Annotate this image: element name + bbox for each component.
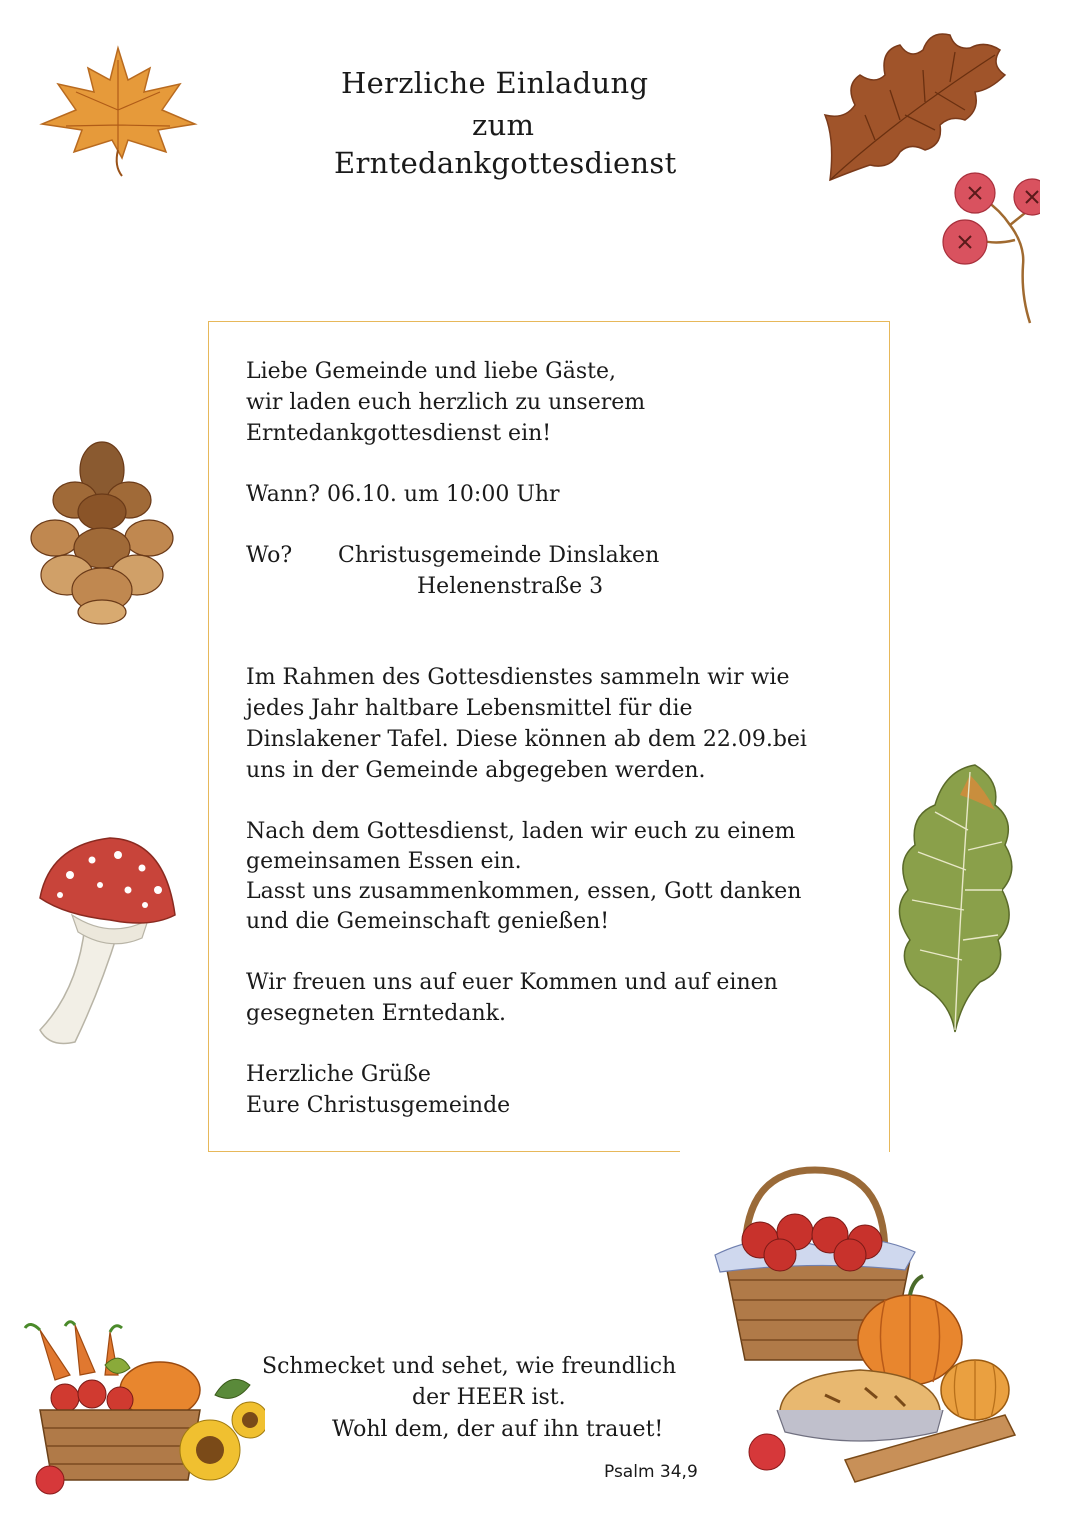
regards-line-1: Herzliche Grüße	[246, 1062, 431, 1087]
greeting-line-3: Erntedankgottesdienst ein!	[246, 421, 552, 446]
verse-line-2: der HEER ist.	[412, 1385, 566, 1410]
closing-line-2: gesegneten Erntedank.	[246, 1001, 507, 1026]
closing-line-1: Wir freuen uns auf euer Kommen und auf einen	[246, 970, 778, 995]
event-where-label: Wo?	[246, 543, 293, 568]
title-line-3: Erntedankgottesdienst	[334, 146, 677, 180]
psalm-reference: Psalm 34,9	[604, 1462, 698, 1482]
pine-cone-illustration	[25, 430, 180, 625]
maple-leaf-illustration	[30, 40, 205, 180]
greeting-line-1: Liebe Gemeinde und liebe Gäste,	[246, 359, 616, 384]
vegetable-basket-illustration	[10, 1320, 265, 1500]
event-when: Wann? 06.10. um 10:00 Uhr	[246, 482, 560, 507]
meal-line-3: Lasst uns zusammenkommen, essen, Gott danken	[246, 879, 802, 904]
mushroom-illustration	[30, 820, 180, 1050]
title-line-1: Herzliche Einladung	[341, 66, 649, 100]
event-where-street: Helenenstraße 3	[417, 574, 604, 599]
collect-line-2: jedes Jahr haltbare Lebensmittel für die	[246, 696, 693, 721]
verse-line-1: Schmecket und sehet, wie freundlich	[262, 1354, 677, 1379]
collect-line-3: Dinslakener Tafel. Diese können ab dem 22.09.bei	[246, 727, 807, 752]
meal-line-4: und die Gemeinschaft genießen!	[246, 909, 610, 934]
meal-line-1: Nach dem Gottesdienst, laden wir euch zu einem	[246, 819, 796, 844]
greeting-line-2: wir laden euch herzlich zu unserem	[246, 390, 646, 415]
verse-line-3: Wohl dem, der auf ihn trauet!	[332, 1417, 664, 1442]
collect-line-4: uns in der Gemeinde abgegeben werden.	[246, 758, 706, 783]
collect-line-1: Im Rahmen des Gottesdienstes sammeln wir wie	[246, 665, 790, 690]
event-where-place: Christusgemeinde Dinslaken	[338, 543, 660, 568]
meal-line-2: gemeinsamen Essen ein.	[246, 849, 522, 874]
title-line-2: zum	[472, 108, 535, 142]
oak-leaf-green-illustration	[890, 760, 1020, 1035]
regards-line-2: Eure Christusgemeinde	[246, 1093, 511, 1118]
letter-frame-bottom-border	[208, 1151, 680, 1152]
rowan-berries-illustration	[935, 165, 1040, 325]
apple-basket-illustration	[705, 1160, 1030, 1500]
